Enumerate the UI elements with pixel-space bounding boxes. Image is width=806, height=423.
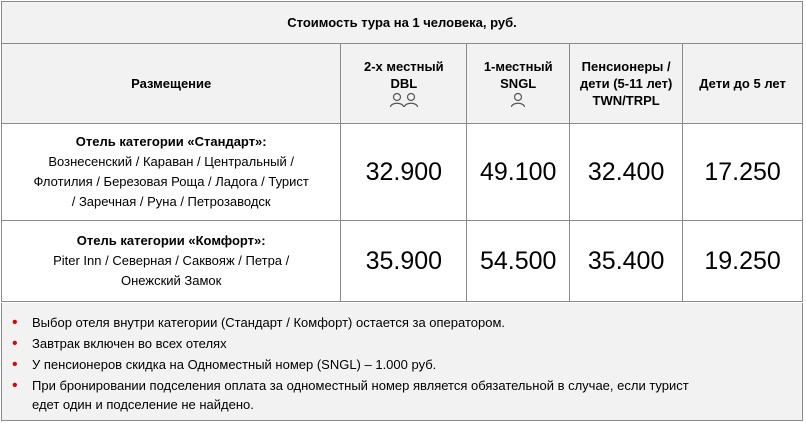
price-dbl: 32.900 bbox=[341, 124, 467, 221]
header-pens-line2: дети (5-11 лет) bbox=[579, 76, 673, 91]
price-sngl: 54.500 bbox=[467, 221, 570, 302]
price-table bbox=[1, 1, 803, 302]
price-pensioners: 32.400 bbox=[570, 124, 683, 221]
person-icon bbox=[467, 92, 569, 110]
notes-list bbox=[2, 303, 802, 414]
header-dbl bbox=[341, 44, 467, 124]
list-item-continuation bbox=[12, 395, 802, 414]
note-text: У пенсионеров скидка на Одноместный номер (SNGL) – 1.000 руб. bbox=[32, 357, 437, 372]
price-kids: 17.250 bbox=[683, 124, 803, 221]
hotel-cell-comfort bbox=[2, 221, 341, 302]
price-dbl: 35.900 bbox=[341, 221, 467, 302]
header-placement: Размещение bbox=[2, 44, 341, 124]
header-sngl bbox=[467, 44, 570, 124]
price-sngl: 49.100 bbox=[467, 124, 570, 221]
header-pens-line1: Пенсионеры / bbox=[581, 59, 671, 74]
header-dbl-line1: 2-х местный bbox=[364, 58, 444, 74]
bullet-icon: • bbox=[12, 314, 18, 331]
header-pensioners bbox=[570, 44, 683, 124]
note-text: При бронировании подселения оплата за одноместный номер является обязательной в случае, если турист bbox=[32, 378, 689, 393]
note-text: Выбор отеля внутри категории (Стандарт / Комфорт) остается за оператором. bbox=[32, 315, 506, 330]
note-text: Завтрак включен во всех отелях bbox=[32, 336, 227, 351]
list-item bbox=[12, 313, 802, 332]
hotel-list-line: / Заречная / Руна / Петрозаводск bbox=[71, 194, 271, 209]
bullet-icon: • bbox=[12, 335, 18, 352]
header-dbl-line2: DBL bbox=[390, 75, 418, 91]
header-sngl-line1: 1-местный bbox=[483, 58, 553, 74]
hotel-list-line: Онежский Замок bbox=[121, 273, 222, 288]
hotel-category: Отель категории «Комфорт»: bbox=[76, 233, 266, 248]
hotel-list-line: Piter Inn / Северная / Саквояж / Петра / bbox=[53, 253, 290, 268]
header-sngl-line2: SNGL bbox=[500, 75, 537, 91]
bullet-icon: • bbox=[12, 377, 18, 394]
header-kids: Дети до 5 лет bbox=[683, 44, 803, 124]
hotel-cell-standard bbox=[2, 124, 341, 221]
bullet-icon: • bbox=[12, 356, 18, 373]
price-pensioners: 35.400 bbox=[570, 221, 683, 302]
note-text: едет один и подселение не найдено. bbox=[32, 397, 254, 412]
notes-section bbox=[1, 303, 803, 421]
table-title: Стоимость тура на 1 человека, руб. bbox=[2, 2, 803, 44]
hotel-list-line: Вознесенский / Караван / Центральный / bbox=[48, 154, 295, 169]
hotel-list-line: Флотилия / Березовая Роща / Ладога / Турист bbox=[33, 174, 309, 189]
header-pens-line3: TWN/TRPL bbox=[592, 93, 660, 108]
list-item bbox=[12, 334, 802, 353]
two-persons-icon bbox=[341, 92, 466, 110]
price-kids: 19.250 bbox=[683, 221, 803, 302]
list-item bbox=[12, 376, 802, 395]
hotel-category: Отель категории «Стандарт»: bbox=[75, 134, 267, 149]
list-item bbox=[12, 355, 802, 374]
